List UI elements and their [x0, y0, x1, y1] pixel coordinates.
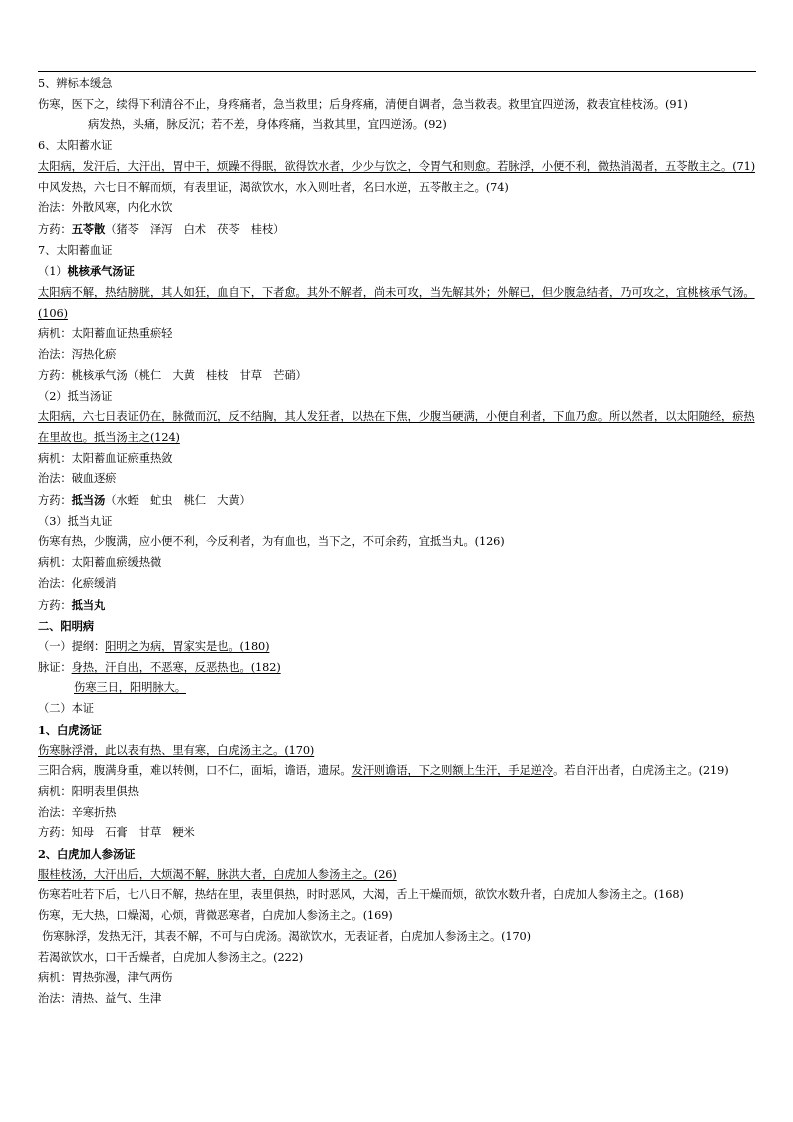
formula-label: 方药：: [38, 598, 72, 612]
outline-line: （二）本证: [38, 702, 94, 716]
underlined-clause: 发汗则谵语，下之则额上生汗，手足逆冷: [351, 764, 554, 778]
text-line: 伤寒若吐若下后，七八日不解，热结在里，表里俱热，时时恶风，大渴，舌上干燥而烦，欲饮水数升者，白虎加人参汤主之。(168): [38, 888, 684, 902]
chapter-heading: 二、阳明病: [38, 619, 94, 634]
formula-name: 抵当汤: [71, 493, 106, 508]
pulse-line: [38, 658, 758, 679]
underlined-clause: 伤寒脉浮滑，此以表有热、里有寒，白虎汤主之。(170): [38, 743, 315, 757]
text-line: 中风发热，六七日不解而烦，有表里证，渴欲饮水，水入则吐者，名曰水逆，五苓散主之。(74): [38, 180, 509, 194]
section-heading: 1、白虎汤证: [38, 722, 102, 737]
formula-name: 五苓散: [71, 221, 106, 236]
method-line: 治法：清热、益气、生津: [38, 991, 162, 1005]
text-line: 伤寒，无大热，口燥渴，心烦，背微恶寒者，白虎加人参汤主之。(169): [38, 909, 393, 923]
text-line: [38, 761, 758, 782]
pathogenesis-line: 病机：阳明表里俱热: [38, 784, 139, 798]
subsection-number: （1）: [38, 265, 68, 279]
pathogenesis-line: 病机：胃热弥漫，津气两伤: [38, 971, 173, 985]
text-line: [38, 741, 758, 762]
subsection-heading: （2）抵当汤证: [38, 389, 113, 403]
section-heading: 7、太阳蓄血证: [38, 243, 113, 257]
outline-line: [38, 637, 758, 658]
text-line: [38, 865, 758, 886]
underlined-clause: 身热，汗自出，不恶寒，反恶热也。(182): [71, 660, 281, 674]
formula-line: 方药：知母 石膏 甘草 粳米: [38, 826, 195, 840]
text-line: 病发热，头痛，脉反沉；若不差，身体疼痛，当救其里，宜四逆汤。(92): [88, 118, 447, 132]
underlined-clause: 太阳病不解，热结膀胱，其人如狂，血自下，下者愈。其外不解者，尚未可攻，当先解其外；外解已，但少腹急结者，乃可攻之，宜桃核承气汤。(106): [38, 286, 755, 320]
clause-text: 三阳合病，腹满身重，难以转侧，口不仁，面垢，谵语，遗尿。: [38, 764, 352, 778]
method-line: 治法：外散风寒，内化水饮: [38, 201, 173, 215]
method-line: 治法：破血逐瘀: [38, 472, 117, 486]
underlined-clause: 太阳病，六七日表证仍在，脉微而沉，反不结胸，其人发狂者，以热在下焦，少腹当硬满，小便自利者，下血乃愈。所以然者，以太阳随经，瘀热在里故也。抵当汤主之(124): [38, 410, 755, 444]
formula-line: 方药：桃核承气汤（桃仁 大黄 桂枝 甘草 芒硝）: [38, 368, 307, 382]
formula-name: 抵当丸: [71, 597, 106, 612]
formula-ingredients: （水蛭 虻虫 桃仁 大黄）: [105, 494, 251, 508]
underlined-clause: 阳明之为病，胃家实是也。(180): [105, 639, 270, 653]
formula-label: 方药：: [38, 494, 72, 508]
pathogenesis-line: 病机：太阳蓄血瘀缓热微: [38, 556, 162, 570]
formula-ingredients: （猪苓 泽泻 白术 茯苓 桂枝）: [105, 222, 285, 236]
text-line: 若渴欲饮水，口干舌燥者，白虎加人参汤主之。(222): [38, 950, 304, 964]
method-line: 治法：化瘀缓消: [38, 576, 117, 590]
pathogenesis-line: 病机：太阳蓄血证瘀重热敛: [38, 451, 173, 465]
subsection-title: 桃核承气汤证: [67, 264, 135, 279]
pulse-label: 脉证：: [38, 660, 72, 674]
method-line: 治法：泻热化瘀: [38, 348, 117, 362]
subsection-heading: （3）抵当丸证: [38, 514, 113, 528]
text-line: 伤寒，医下之，续得下利清谷不止，身疼痛者，急当救里；后身疼痛，清便自调者，急当救表。救里宜四逆汤，救表宜桂枝汤。(91): [38, 97, 688, 111]
method-line: 治法：辛寒折热: [38, 805, 117, 819]
underlined-clause: 太阳病，发汗后，大汗出，胃中干，烦躁不得眠，欲得饮水者，少少与饮之，令胃气和则愈。若脉浮，小便不利，微热消渴者，五苓散主之。(71): [38, 159, 756, 173]
section-heading: 2、白虎加人参汤证: [38, 847, 136, 862]
document-body: [38, 74, 758, 1010]
formula-line: [38, 595, 758, 617]
subsection-heading: [38, 261, 758, 283]
header-rule: [38, 71, 756, 72]
formula-line: [38, 219, 758, 241]
outline-label: （一）提纲：: [38, 639, 106, 653]
pathogenesis-line: 病机：太阳蓄血证热重瘀轻: [38, 327, 173, 341]
underlined-clause: 伤寒三日，阳明脉大。: [74, 681, 186, 695]
clause-text: 。若自汗出者，白虎汤主之。(219): [553, 764, 729, 778]
section-heading: 6、太阳蓄水证: [38, 139, 113, 153]
text-line: 伤寒脉浮，发热无汗，其表不解，不可与白虎汤。渴欲饮水，无表证者，白虎加人参汤主之。(170): [42, 929, 531, 943]
text-line: 伤寒有热，少腹满，应小便不利，今反利者，为有血也，当下之，不可余药，宜抵当丸。(126): [38, 535, 505, 549]
formula-line: [38, 490, 758, 512]
formula-label: 方药：: [38, 222, 72, 236]
section-heading: 5、辨标本缓急: [38, 77, 113, 90]
text-line: [38, 678, 758, 699]
underlined-clause: 服桂枝汤，大汗出后，大烦渴不解，脉洪大者，白虎加人参汤主之。(26): [38, 867, 397, 881]
